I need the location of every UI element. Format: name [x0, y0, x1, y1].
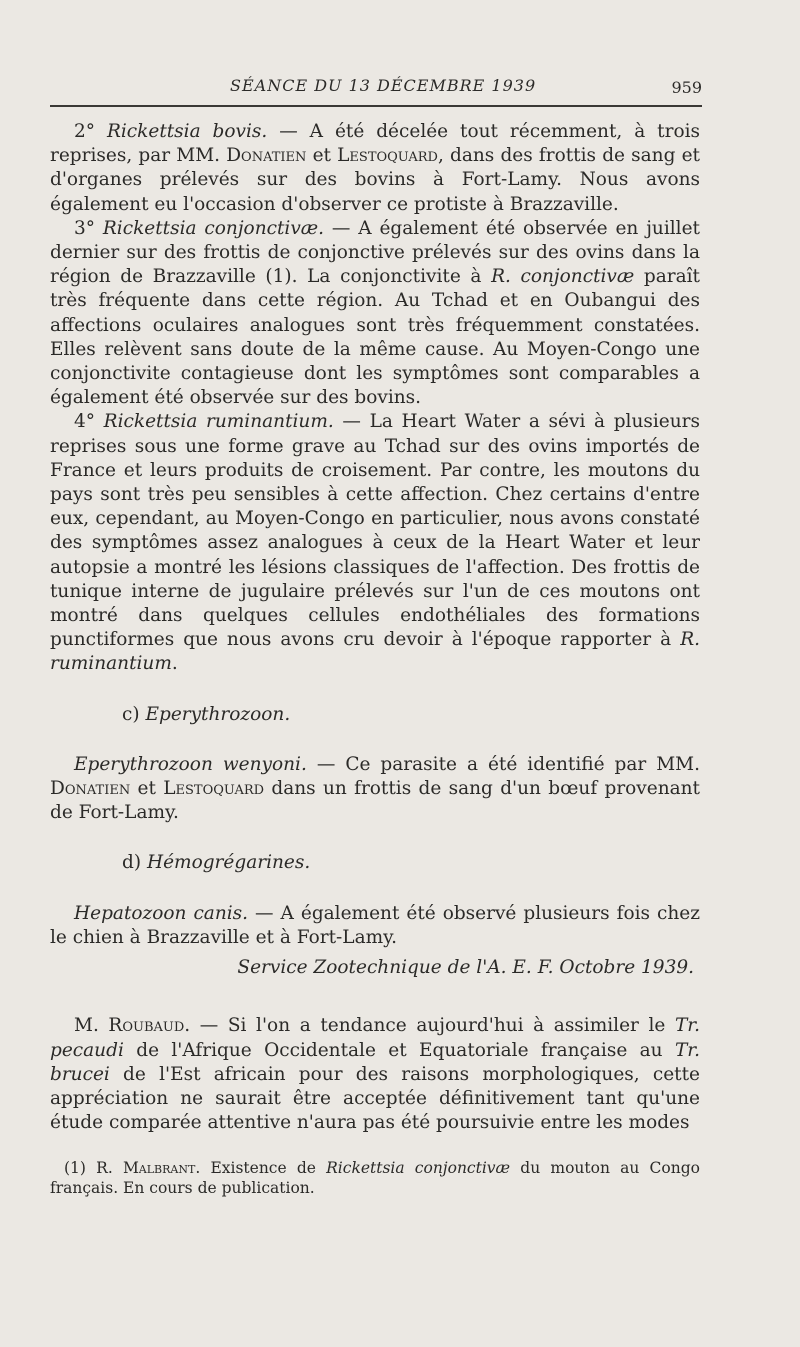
section-title: Eperythrozoon. — [145, 703, 291, 725]
section-heading-c — [122, 703, 700, 727]
text-run: — Ce parasite a été identifié par MM. — [306, 753, 700, 775]
item-number: 4° — [74, 411, 104, 433]
section-label: c) — [122, 703, 146, 725]
paragraph-eperythrozoon — [50, 753, 700, 826]
paragraph-rickettsia-conjonctivae — [50, 217, 700, 411]
species-name: Hepatozoon canis. — [74, 902, 249, 924]
running-title: SÉANCE DU 13 DÉCEMBRE 1939 — [230, 76, 537, 95]
paragraph-rickettsia-bovis — [50, 120, 700, 217]
species-name: Tr. pecaudi — [50, 1015, 700, 1061]
section-label: d) — [122, 852, 147, 874]
footnote-text — [50, 1158, 700, 1198]
text-run: — La Heart Water a sévi à plusieurs reprises sous une forme grave au Tchad sur des ovins importés de France et leurs produits de croisement. Par contre, les moutons du pays sont très peu sensibles à cette affection. Chez certains d'entre eux, cependant, au Moyen-Congo en particulier, nous avons constaté des symptômes assez analogues à ceux de la Heart Water et leur autopsie a montré les lésions classiques de l'affection. Des frottis de tunique interne de jugulaire prélevés sur l'un de ces moutons ont montré dans quelques cellules endothéliales des formations punctiformes que nous avons cru devoir à l'époque rapporter à — [50, 411, 700, 651]
section-title: Hémogrégarines. — [146, 852, 311, 874]
author-name: Donatien — [50, 778, 131, 800]
main-text — [50, 120, 700, 1135]
text-run: — A également été observée en juillet dernier sur des frottis de conjonctive prélevés sur des ovins dans la région de Brazzaville (1). La conjonctivite à — [50, 217, 700, 288]
section-heading-d — [122, 851, 700, 875]
text-run: — A également été observé plusieurs fois chez le chien à Brazzaville et à Fort-Lamy. — [50, 902, 700, 948]
species-name: R. conjonctivæ — [491, 266, 635, 288]
author-name: Lestoquard — [337, 145, 438, 167]
text-run: dans un frottis de sang d'un bœuf provenant de Fort-Lamy. — [50, 778, 700, 824]
text-run: (1) R. — [64, 1159, 123, 1177]
text-run: M. — [74, 1015, 109, 1037]
species-name: Rickettsia conjonctivæ. — [102, 217, 325, 239]
species-name: Tr. brucei — [50, 1039, 700, 1085]
species-name: Rickettsia bovis. — [106, 121, 268, 142]
species-name: Rickettsia conjonctivæ — [326, 1159, 511, 1177]
text-run: . — [171, 653, 178, 675]
text-run: et — [306, 145, 338, 167]
text-run: de l'Est africain pour des raisons morphologiques, cette appréciation ne saurait être acceptée définitivement tant qu'une étude comparée attentive n'aura pas été poursuivie entre les modes — [50, 1063, 700, 1134]
signature: Service Zootechnique de l'A. E. F. Octobre 1939. — [237, 957, 694, 979]
author-name: Malbrant — [122, 1159, 196, 1177]
text-run: — A été décelée tout récemment, à trois reprises, par MM. — [50, 121, 700, 167]
text-run: . Existence de — [195, 1159, 327, 1177]
text-run: paraît très fréquente dans cette région. Au Tchad et en Oubangui des affections oculaires analogues sont très fréquemment constatées. Elles relèvent sans doute de la même cause. Au Moyen-Congo une conjonctivite contagieuse dont les symptômes sont comparables a également été observée sur des bovins. — [50, 266, 700, 409]
paragraph-hepatozoon — [50, 902, 700, 950]
author-name: Lestoquard — [163, 778, 265, 800]
author-name: Roubaud — [108, 1015, 185, 1037]
text-run: du mouton au Congo français. En cours de publication. — [50, 1159, 700, 1197]
species-name: Rickettsia ruminantium. — [103, 411, 334, 433]
running-head — [52, 74, 702, 100]
paragraph-roubaud — [50, 1014, 700, 1135]
text-run: , dans des frottis de sang et d'organes prélevés sur des bovins à Fort-Lamy. Nous avons également eu l'occasion d'observer ce protiste à Brazzaville. — [50, 145, 700, 215]
author-name: Donatien — [226, 145, 307, 167]
paragraph-rickettsia-ruminantium — [50, 410, 700, 676]
species-name: Eperythrozoon wenyoni. — [74, 753, 307, 775]
spacer — [50, 980, 700, 1014]
species-name: R. ruminantium — [50, 629, 700, 675]
footnote — [50, 1158, 700, 1198]
item-number: 3° — [74, 217, 103, 239]
text-run: de l'Afrique Occidentale et Equatoriale française au — [123, 1039, 675, 1061]
header-rule — [50, 105, 702, 107]
page-number: 959 — [671, 78, 702, 97]
item-number: 2° — [74, 121, 107, 142]
text-run: et — [130, 778, 164, 800]
text-run: . — Si l'on a tendance aujourd'hui à assimiler le — [184, 1015, 675, 1037]
